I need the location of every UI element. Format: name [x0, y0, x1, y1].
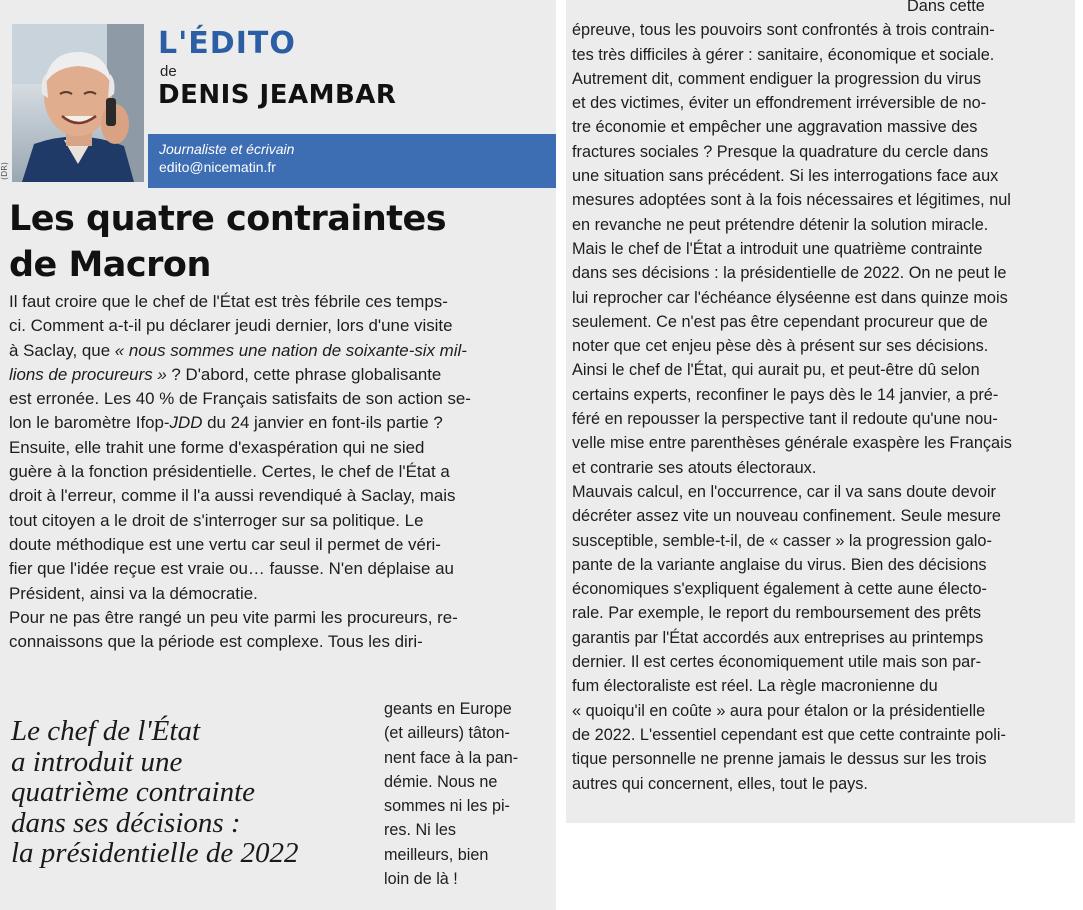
- photo-credit: (DR): [0, 162, 9, 180]
- paragraph-1-part-c: du 24 janvier en font-ils partie ? Ensuite, elle trahit une forme d'exaspération qui ne sied guère à la fonction présidentielle. Certes, le chef de l'État a droit à l'erreur, comme il l'a aussi revendiqué à Saclay, mais tout citoyen a le droit de s'interroger sur sa politique. Le doute méthodique est une vertu car seul il permet de véri- fier que l'idée reçue est vraie ou… fausse. N'en déplaise au Président, ainsi va la démocratie.: [9, 413, 456, 603]
- paragraph-1-part-b: ? D'abord, cette phrase globalisante est erronée. Les 40 % de Français satisfaits de son action se- lon le baromètre Ifop-: [9, 364, 471, 433]
- edito-de: de: [160, 63, 177, 80]
- article-body-narrow: geants en Europe (et ailleurs) tâton- nent face à la pan- démie. Nous ne sommes ni les pi- res. Ni les meilleurs, bien loin de là !: [384, 700, 519, 889]
- right-paragraph-2: Mais le chef de l'État a introduit une quatrième contrainte dans ses décisions : la présidentielle de 2022. On ne peut le lui reprocher car l'échéance élyséenne est dans quinze mois seulement. Ce n'est pas être cependant procureur que de noter que cet enjeu pèse dès à présent sur ses décisions. Ainsi le chef de l'État, qui aurait pu, et peut-être dû selon certains experts, reconfiner le pays dès le 14 janvier, a pré- féré en repousser la perspective tant il redoute qu'une nou- velle mise entre parenthèses générale exaspère les Français et contrarie ses atouts électoraux.: [572, 239, 1012, 477]
- author-email[interactable]: edito@nicematin.fr: [159, 159, 276, 175]
- paragraph-1-part-a: Il faut croire que le chef de l'État est très fébrile ces temps- ci. Comment a-t-il pu déclarer jeudi dernier, lors d'une visite à Saclay, que: [9, 292, 453, 360]
- pull-quote: Le chef de l'État a introduit une quatrième contrainte dans ses décisions : la présidentielle de 2022: [11, 715, 299, 869]
- edito-header: [0, 0, 556, 188]
- author-photo: [12, 24, 144, 182]
- right-paragraph-3: Mauvais calcul, en l'occurrence, car il va sans doute devoir décréter assez vite un nouveau confinement. Seule mesure susceptible, semble-t-il, de « casser » la progression galo- pante de la variante anglaise du virus. Bien des décisions économiques s'expliquent également à cette aune électo- rale. Par exemple, le report du remboursement des prêts garantis par l'État accordés aux entreprises au printemps dernier. Il est certes économiquement utile mais son par- fum électoraliste est réel. La règle macronienne du « quoiqu'il en coûte » aura pour étalon or la présidentielle de 2022. L'essentiel cependant est que cette contrainte poli- tique personnelle ne prenne jamais le dessus sur les trois autres qui concernent, elles, tout le pays.: [572, 482, 1006, 793]
- author-portrait-icon: [12, 24, 144, 182]
- author-info-box: [148, 134, 556, 188]
- edito-title: L'ÉDITO: [158, 26, 296, 61]
- quote-procureurs: « nous sommes une nation de soixante-six mil- lions de procureurs »: [9, 340, 467, 384]
- edito-title-box: [158, 26, 556, 132]
- headline: Les quatre contraintes de Macron: [9, 199, 447, 285]
- right-first-line: Dans cette: [907, 0, 985, 15]
- jdd-label: JDD: [169, 413, 203, 433]
- right-paragraph-1: épreuve, tous les pouvoirs sont confrontés à trois contrain- tes très difficiles à gérer : sanitaire, économique et sociale. Autrement dit, comment endiguer la progression du virus et des victimes, éviter un effondrement irréversible de no- tre économie et empêcher une aggravation massive des fractures sociales ? Presque la quadrature du cercle dans une situation sans précédent. Si les interrogations face aux mesures adoptées sont à la fois nécessaires et légitimes, nul en revanche ne peut prétendre détenir la solution miracle.: [572, 21, 1011, 234]
- author-role: Journaliste et écrivain: [159, 141, 295, 157]
- article-body-left: [9, 290, 547, 654]
- paragraph-2: Pour ne pas être rangé un peu vite parmi les procureurs, re- connaissons que la période est complexe. Tous les diri-: [9, 607, 458, 652]
- article-body-right: [572, 0, 1076, 796]
- author-name: DENIS JEAMBAR: [158, 80, 397, 110]
